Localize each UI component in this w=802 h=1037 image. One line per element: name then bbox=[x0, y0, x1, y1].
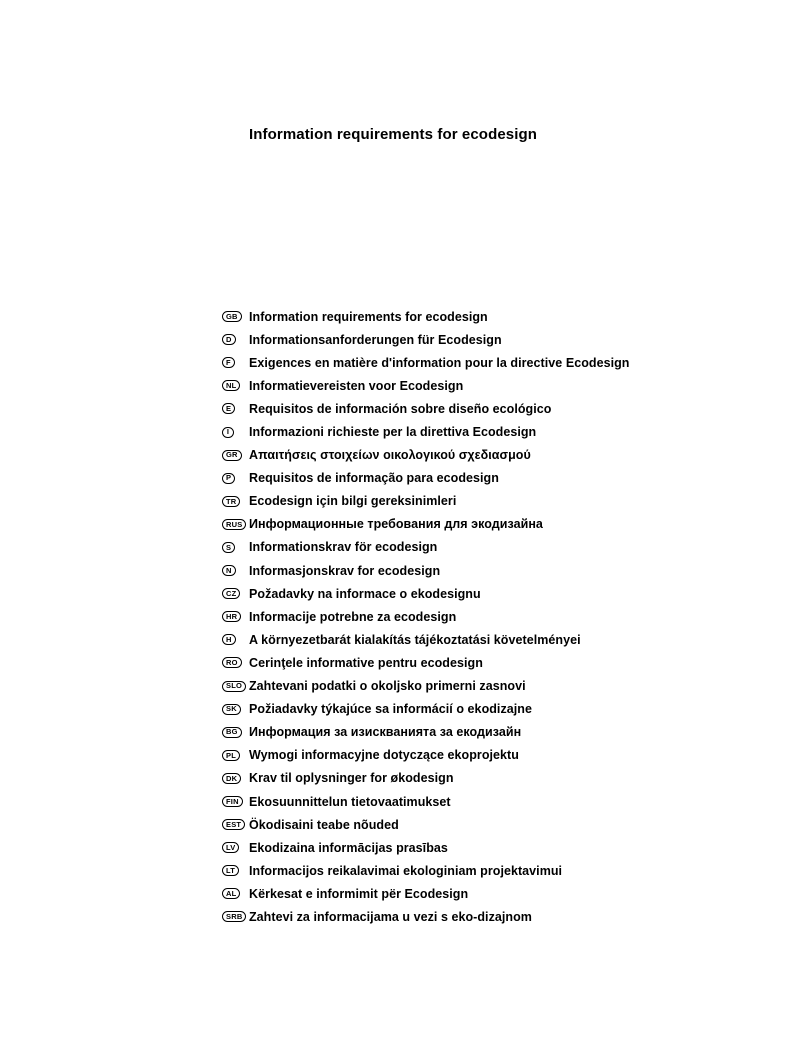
language-code-badge: P bbox=[222, 473, 235, 484]
language-label: Zahtevi za informacijama u vezi s eko-dizajnom bbox=[249, 909, 532, 924]
language-row bbox=[222, 882, 782, 905]
language-code-badge: FIN bbox=[222, 796, 243, 807]
language-code-badge: BG bbox=[222, 727, 242, 738]
language-code-badge: EST bbox=[222, 819, 245, 830]
language-label: Požiadavky týkajúce sa informácií o ekodizajne bbox=[249, 702, 532, 717]
language-label: Požadavky na informace o ekodesignu bbox=[249, 586, 481, 601]
language-label: Wymogi informacyjne dotyczące ekoprojektu bbox=[249, 748, 519, 763]
language-label: Ökodisaini teabe nõuded bbox=[249, 817, 399, 832]
language-label: Exigences en matière d'information pour la directive Ecodesign bbox=[249, 355, 630, 370]
language-code-badge: SLO bbox=[222, 681, 246, 692]
language-code-badge: HR bbox=[222, 611, 241, 622]
language-code-badge: LV bbox=[222, 842, 239, 853]
language-code-badge-wrap bbox=[222, 727, 249, 738]
language-code-badge-wrap bbox=[222, 311, 249, 322]
language-code-badge-wrap bbox=[222, 704, 249, 715]
language-label: Απαιτήσεις στοιχείων οικολογικού σχεδιασμού bbox=[249, 448, 531, 463]
language-row bbox=[222, 513, 782, 536]
language-code-badge: RO bbox=[222, 657, 242, 668]
language-label: Requisitos de informação para ecodesign bbox=[249, 471, 499, 486]
language-label: Krav til oplysninger for økodesign bbox=[249, 771, 454, 786]
language-code-badge-wrap bbox=[222, 911, 249, 922]
language-label: Informazioni richieste per la direttiva Ecodesign bbox=[249, 425, 537, 440]
language-row bbox=[222, 721, 782, 744]
language-code-badge-wrap bbox=[222, 450, 249, 461]
language-code-badge-wrap bbox=[222, 750, 249, 761]
language-code-badge: RUS bbox=[222, 519, 246, 530]
language-code-badge: S bbox=[222, 542, 235, 553]
language-label: Information requirements for ecodesign bbox=[249, 309, 488, 324]
language-code-badge: H bbox=[222, 634, 236, 645]
language-code-badge: LT bbox=[222, 865, 239, 876]
language-code-badge-wrap bbox=[222, 496, 249, 507]
language-code-badge-wrap bbox=[222, 357, 249, 368]
language-row bbox=[222, 605, 782, 628]
language-label: Informationsanforderungen für Ecodesign bbox=[249, 332, 502, 347]
language-row bbox=[222, 905, 782, 928]
language-row bbox=[222, 536, 782, 559]
language-code-badge-wrap bbox=[222, 796, 249, 807]
language-code-badge-wrap bbox=[222, 773, 249, 784]
language-code-badge: CZ bbox=[222, 588, 240, 599]
language-code-badge-wrap bbox=[222, 588, 249, 599]
language-label: Информационные требования для экодизайна bbox=[249, 517, 543, 532]
language-code-badge: NL bbox=[222, 380, 240, 391]
language-row bbox=[222, 744, 782, 767]
language-code-badge: DK bbox=[222, 773, 241, 784]
language-row bbox=[222, 305, 782, 328]
language-row bbox=[222, 490, 782, 513]
language-label: Informationskrav för ecodesign bbox=[249, 540, 438, 555]
language-code-badge-wrap bbox=[222, 819, 249, 830]
language-row bbox=[222, 444, 782, 467]
language-row bbox=[222, 351, 782, 374]
language-code-badge-wrap bbox=[222, 542, 249, 553]
language-row bbox=[222, 328, 782, 351]
language-code-badge: GB bbox=[222, 311, 242, 322]
language-code-badge: D bbox=[222, 334, 236, 345]
language-row bbox=[222, 582, 782, 605]
language-code-badge-wrap bbox=[222, 888, 249, 899]
language-row bbox=[222, 698, 782, 721]
language-label: Cerinţele informative pentru ecodesign bbox=[249, 655, 483, 670]
language-row bbox=[222, 420, 782, 443]
language-row bbox=[222, 859, 782, 882]
language-label: Информация за изискванията за екодизайн bbox=[249, 725, 522, 740]
language-code-badge-wrap bbox=[222, 427, 249, 438]
language-label: Ecodesign için bilgi gereksinimleri bbox=[249, 494, 457, 509]
language-code-badge-wrap bbox=[222, 634, 249, 645]
language-row bbox=[222, 397, 782, 420]
language-code-badge-wrap bbox=[222, 611, 249, 622]
language-code-badge: N bbox=[222, 565, 236, 576]
language-list bbox=[222, 305, 782, 929]
language-label: Informacijos reikalavimai ekologiniam projektavimui bbox=[249, 863, 563, 878]
language-row bbox=[222, 767, 782, 790]
language-code-badge: AL bbox=[222, 888, 240, 899]
language-label: Informatievereisten voor Ecodesign bbox=[249, 378, 464, 393]
language-code-badge-wrap bbox=[222, 473, 249, 484]
language-label: Requisitos de información sobre diseño ecológico bbox=[249, 401, 552, 416]
language-row bbox=[222, 675, 782, 698]
language-label: Informacije potrebne za ecodesign bbox=[249, 609, 457, 624]
language-row bbox=[222, 628, 782, 651]
language-label: Zahtevani podatki o okoljsko primerni zasnovi bbox=[249, 679, 526, 694]
language-code-badge-wrap bbox=[222, 380, 249, 391]
language-code-badge-wrap bbox=[222, 565, 249, 576]
language-code-badge: TR bbox=[222, 496, 240, 507]
language-code-badge: GR bbox=[222, 450, 242, 461]
language-row bbox=[222, 467, 782, 490]
page-title: Information requirements for ecodesign bbox=[249, 126, 538, 143]
language-code-badge: I bbox=[222, 427, 234, 438]
language-code-badge-wrap bbox=[222, 657, 249, 668]
language-row bbox=[222, 374, 782, 397]
language-label: Informasjonskrav for ecodesign bbox=[249, 563, 441, 578]
language-row bbox=[222, 559, 782, 582]
language-code-badge: PL bbox=[222, 750, 240, 761]
language-label: Ekosuunnittelun tietovaatimukset bbox=[249, 794, 451, 809]
language-code-badge-wrap bbox=[222, 519, 249, 530]
language-code-badge-wrap bbox=[222, 865, 249, 876]
language-row bbox=[222, 651, 782, 674]
language-code-badge: F bbox=[222, 357, 235, 368]
language-row bbox=[222, 836, 782, 859]
language-label: Kërkesat e informimit për Ecodesign bbox=[249, 886, 469, 901]
language-code-badge: E bbox=[222, 403, 235, 414]
language-code-badge-wrap bbox=[222, 403, 249, 414]
language-code-badge-wrap bbox=[222, 842, 249, 853]
language-row bbox=[222, 790, 782, 813]
language-code-badge: SRB bbox=[222, 911, 246, 922]
language-label: A környezetbarát kialakítás tájékoztatási követelményei bbox=[249, 632, 581, 647]
language-code-badge-wrap bbox=[222, 681, 249, 692]
language-row bbox=[222, 813, 782, 836]
language-code-badge-wrap bbox=[222, 334, 249, 345]
language-code-badge: SK bbox=[222, 704, 241, 715]
language-label: Ekodizaina informācijas prasības bbox=[249, 840, 448, 855]
